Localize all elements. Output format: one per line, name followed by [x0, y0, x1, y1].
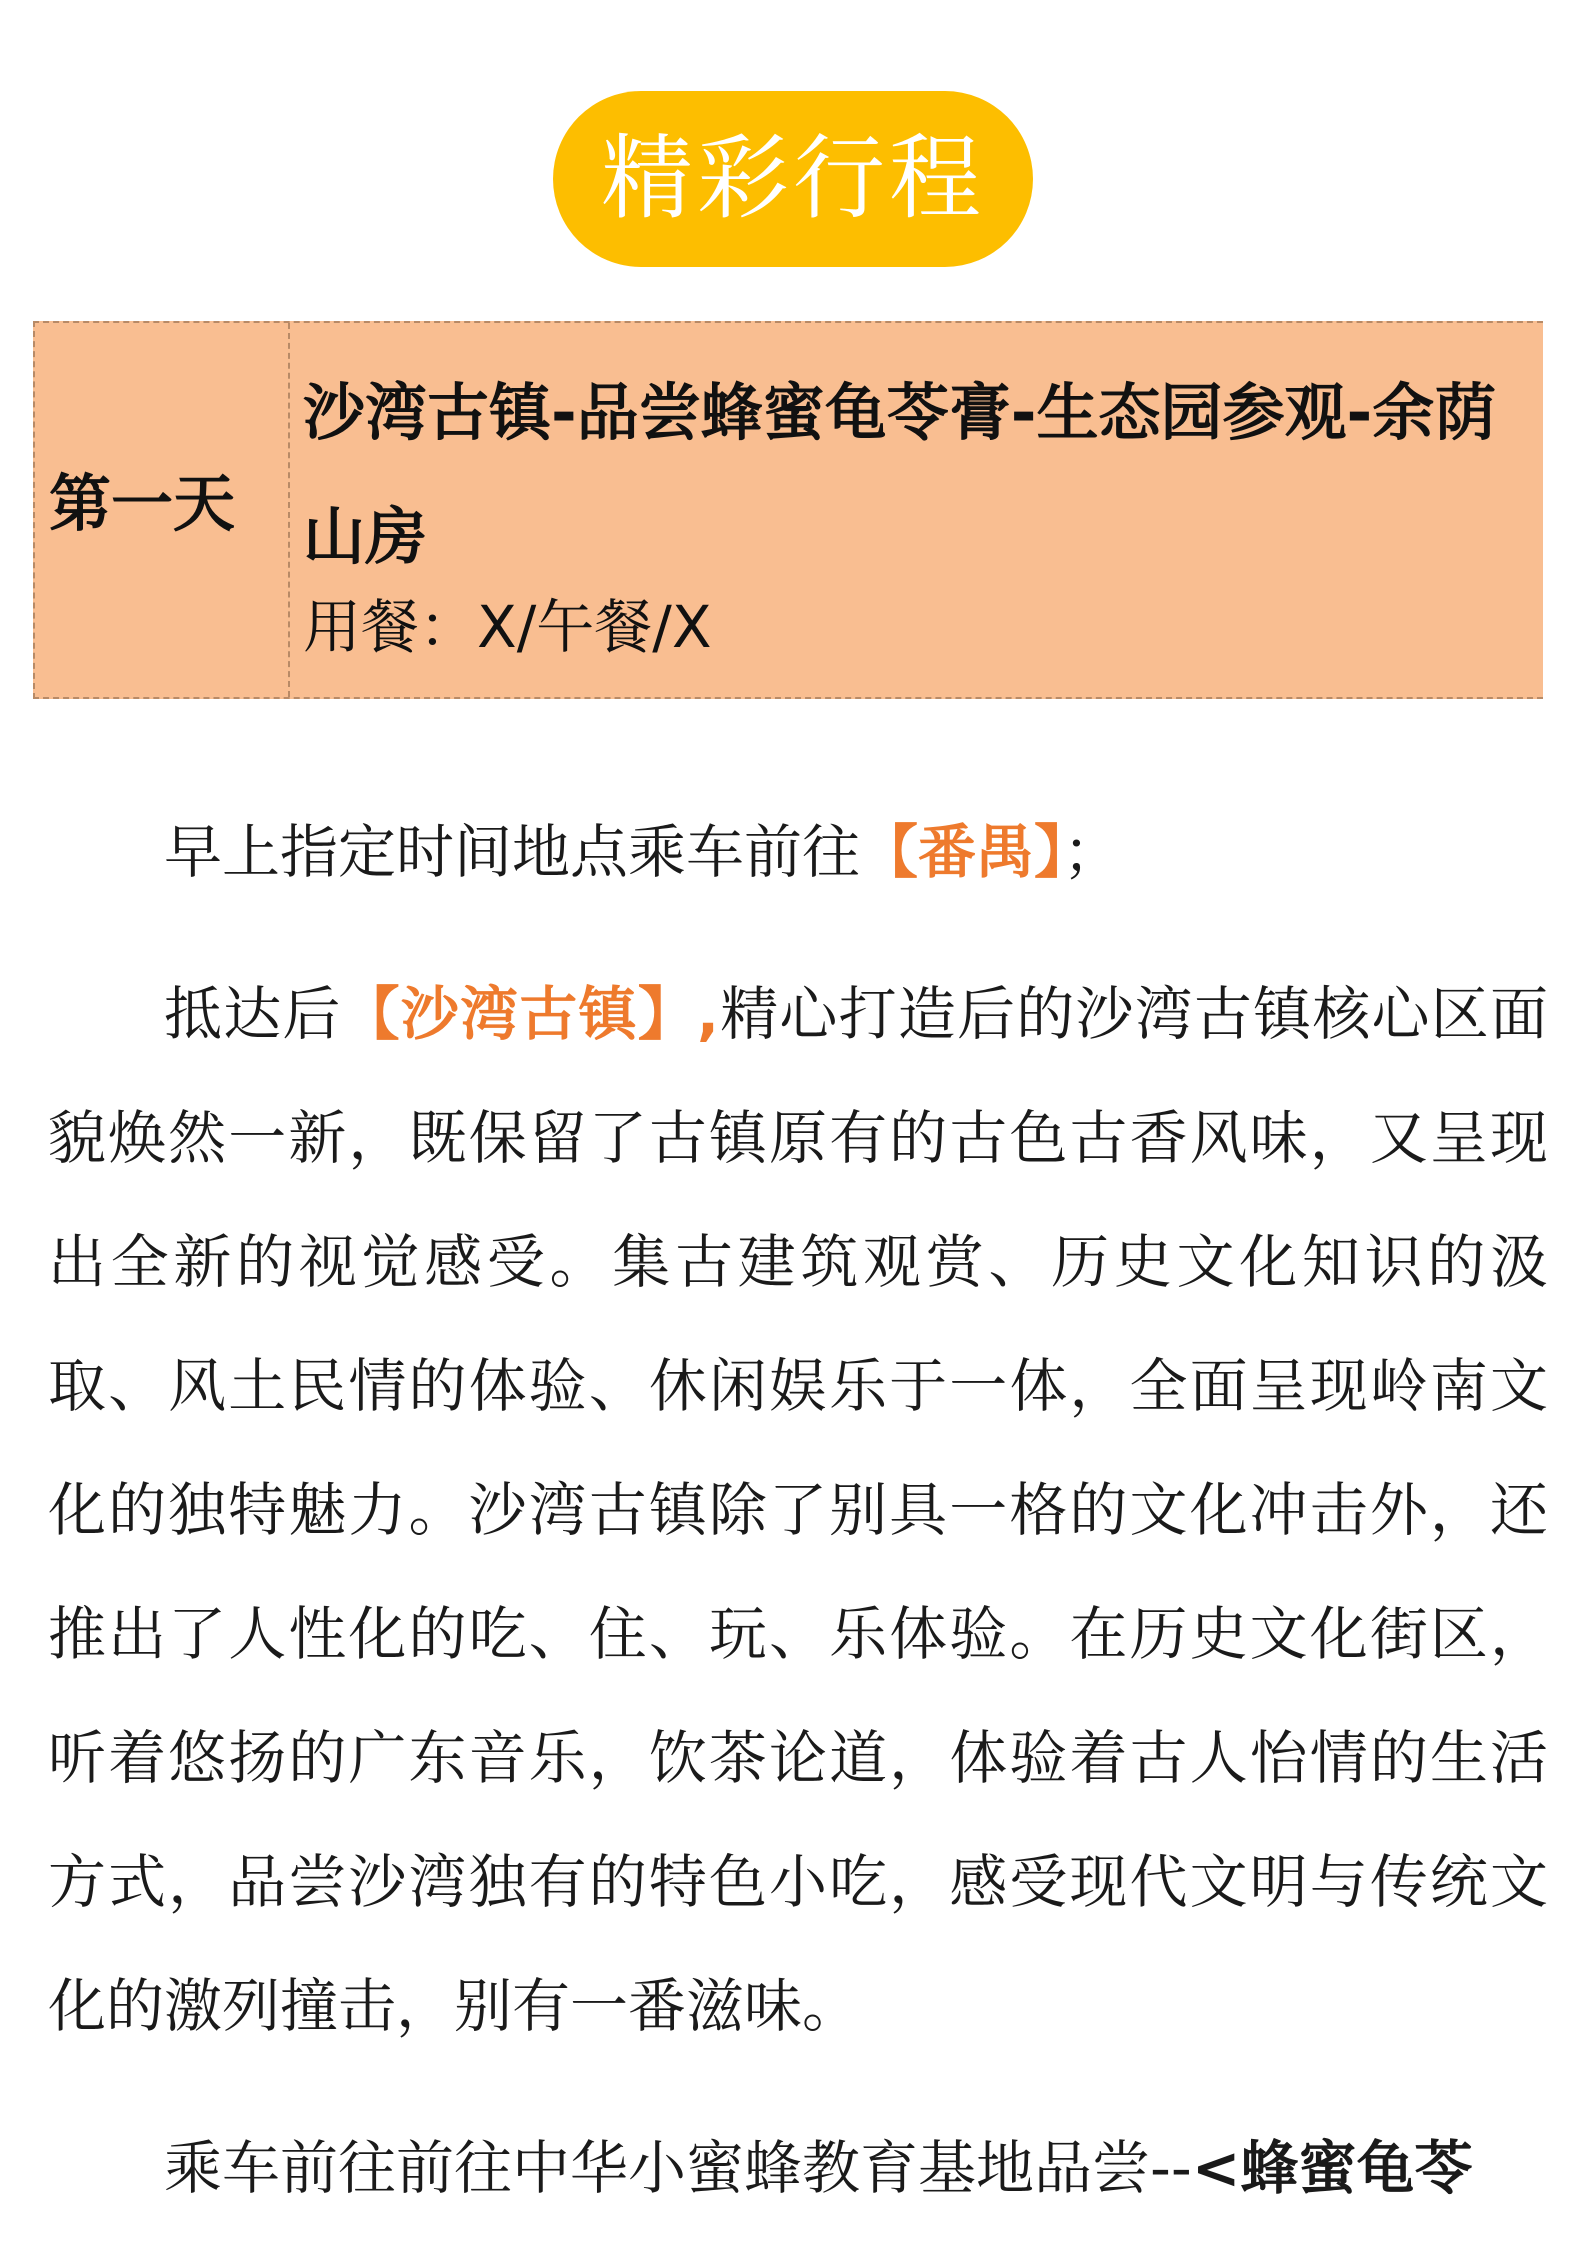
paragraph-text: ； — [1063, 818, 1122, 886]
paragraph-text: 抵达后 — [164, 980, 342, 1048]
paragraph-departure — [48, 790, 1548, 914]
day-meal-info: 用餐：X/午餐/X — [303, 593, 712, 661]
day-header-table — [33, 321, 1543, 699]
bold-product-name: <蜂蜜龟苓 — [1191, 2134, 1473, 2202]
highlight-attraction: 【沙湾古镇】, — [341, 980, 719, 1048]
paragraph-text: 精心打造后的沙湾古镇核心区面貌焕然一新，既保留了古镇原有的古色古香风味，又呈现出全新的视觉感受。集古建筑观赏、历史文化知识的汲取、风土民情的体验、休闲娱乐于一体，全面呈现岭南文化的独特魅力。沙湾古镇除了别具一格的文化冲击外，还推出了人性化的吃、住、玩、乐体验。在历史文化街区，听着悠扬的广东音乐，饮茶论道，体验着古人怡情的生活方式，品尝沙湾独有的特色小吃，感受现代文明与传统文化的激列撞击，别有一番滋味。 — [48, 980, 1548, 2040]
day-route: 沙湾古镇-品尝蜂蜜龟苓膏-生态园参观-余荫山房 — [303, 376, 1497, 573]
page-title: 精彩行程 — [600, 125, 985, 232]
itinerary-content — [48, 790, 1548, 2268]
highlight-destination: 【番禺】 — [860, 818, 1064, 886]
table-divider — [288, 323, 290, 697]
paragraph-text: 早上指定时间地点乘车前往 — [164, 818, 861, 886]
page-title-badge — [553, 91, 1033, 267]
paragraph-text: 乘车前往前往中华小蜜蜂教育基地品尝-- — [164, 2134, 1192, 2202]
paragraph-bee-base — [48, 2106, 1548, 2230]
paragraph-shawan-town — [48, 952, 1548, 2068]
day-label: 第一天 — [49, 467, 236, 540]
